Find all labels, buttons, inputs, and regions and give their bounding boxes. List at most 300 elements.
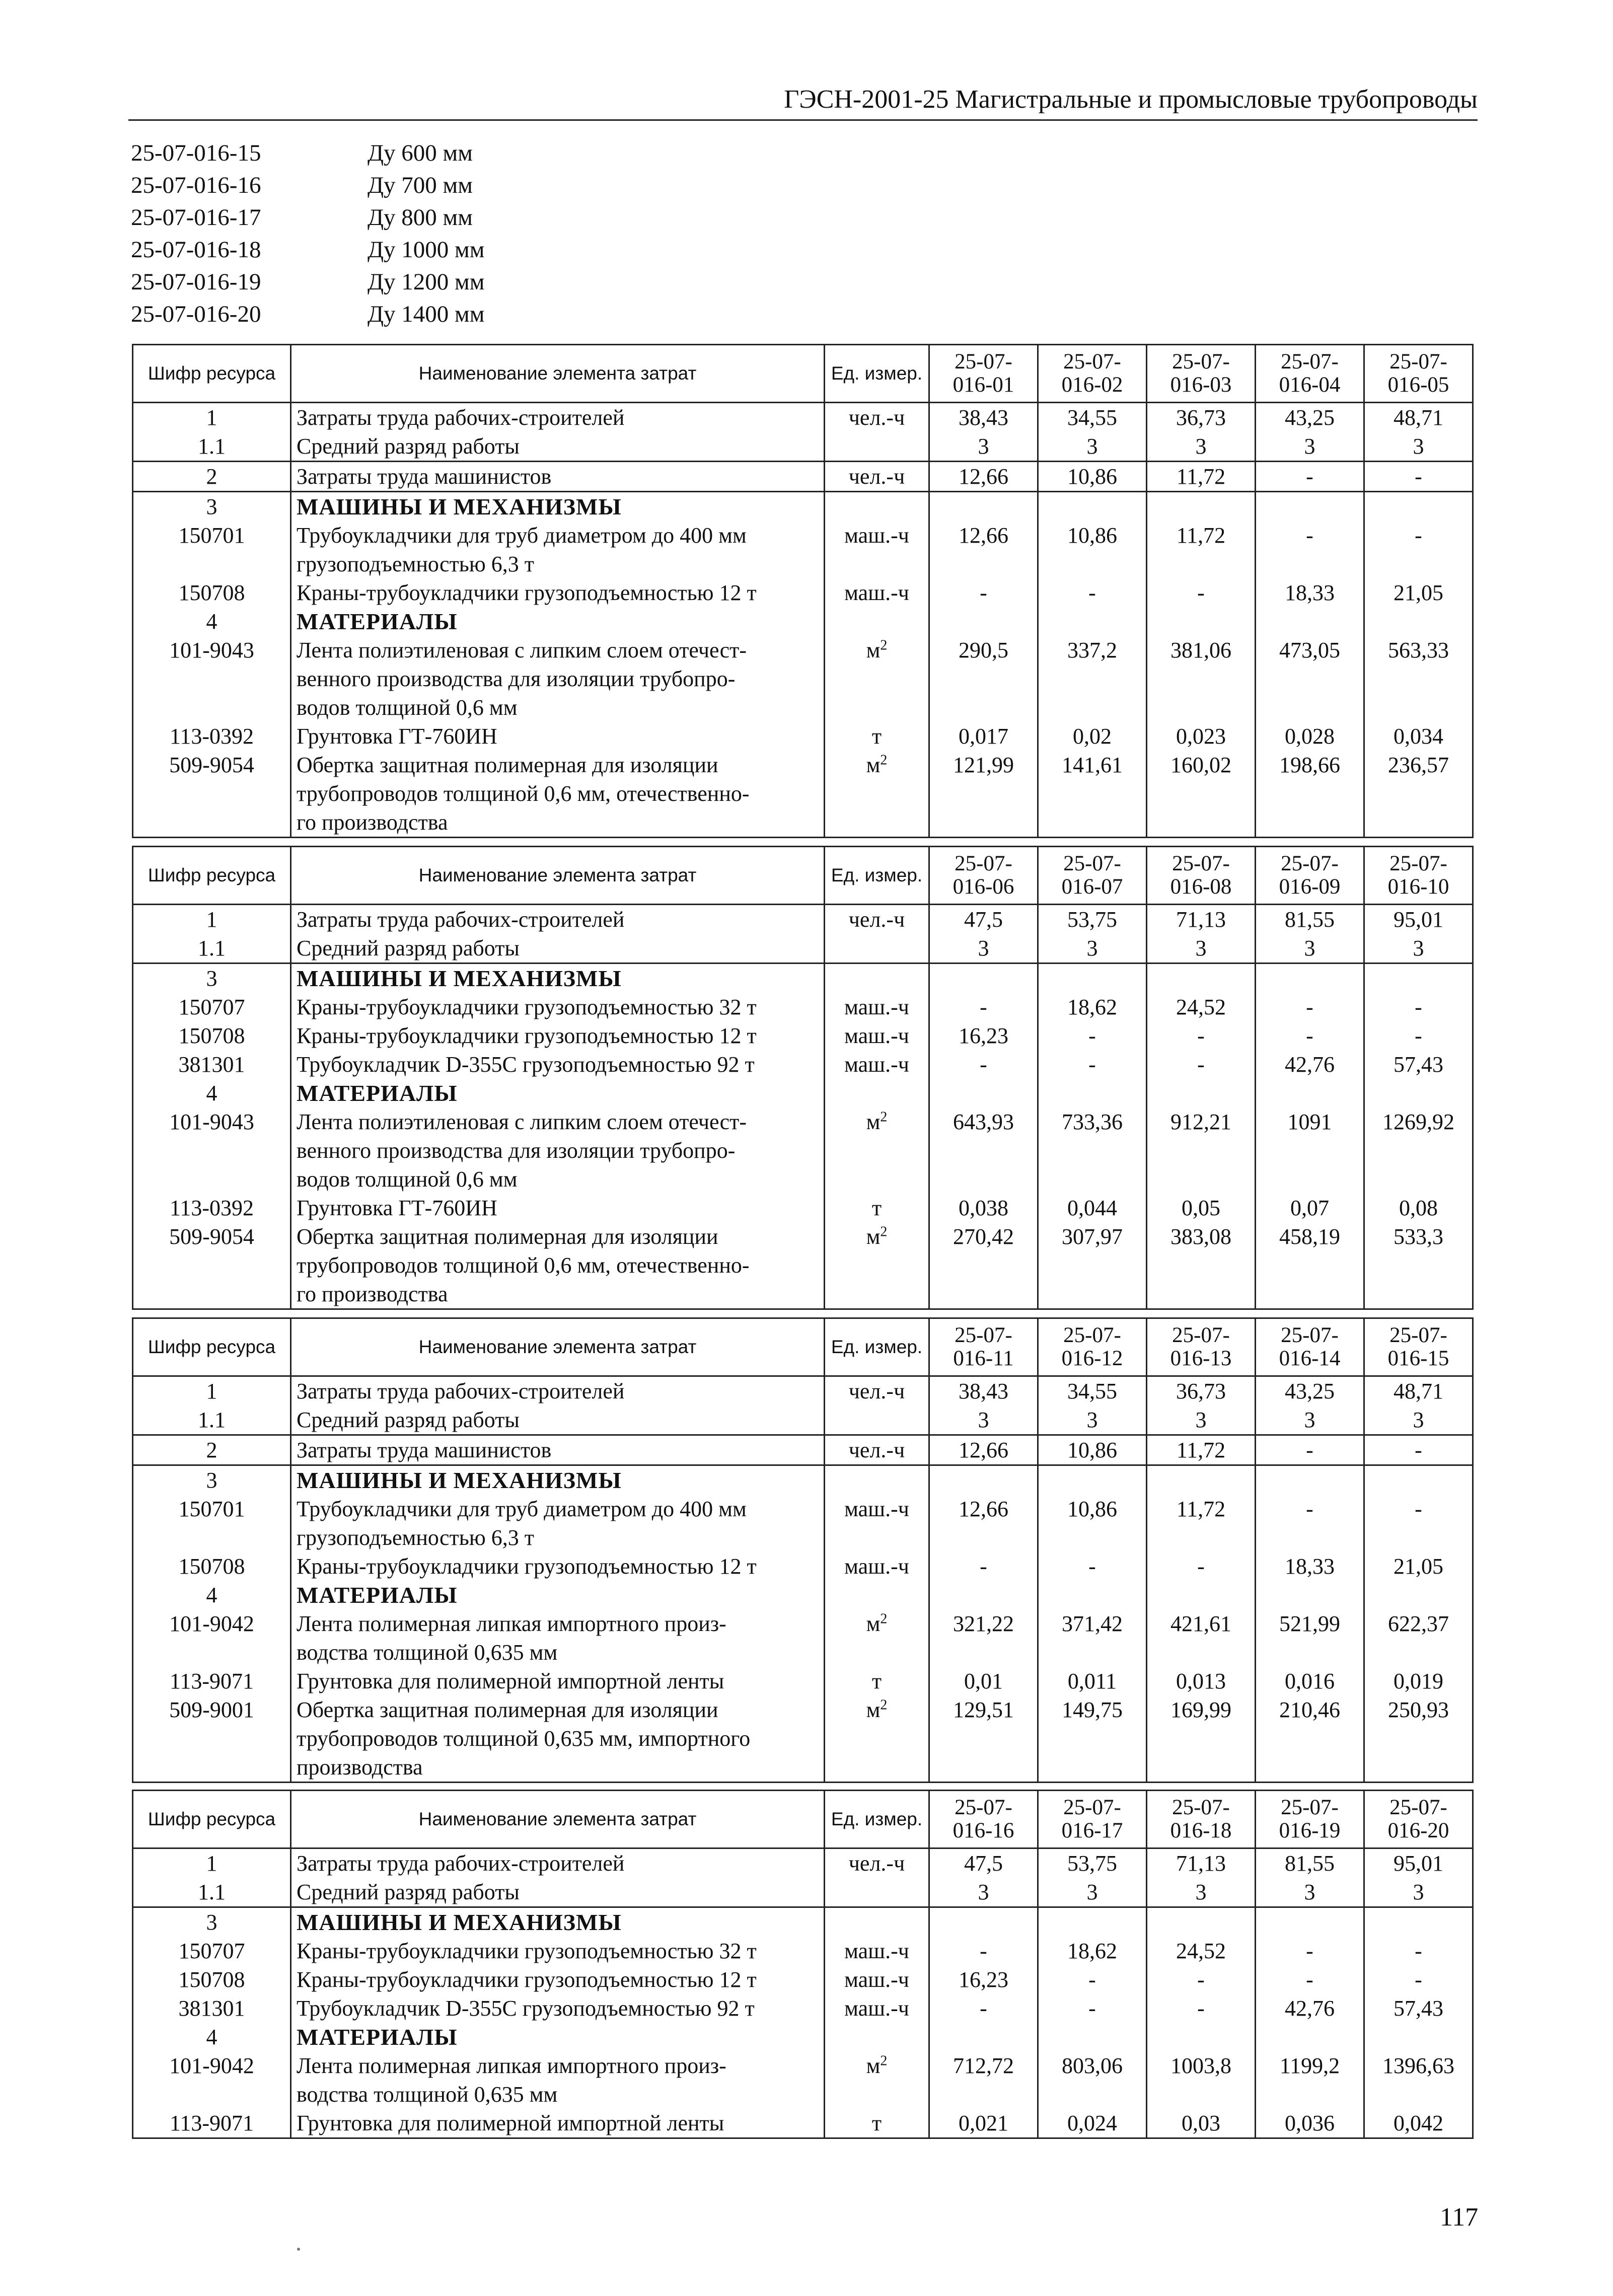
- value-cell: 3: [1147, 934, 1256, 964]
- value-cell: 149,75: [1038, 1695, 1147, 1783]
- resource-code: 150708: [133, 578, 291, 607]
- value-cell: 3: [1364, 934, 1473, 964]
- value-cell: 95,01: [1364, 905, 1473, 934]
- value-cell: 3: [929, 1878, 1038, 1907]
- value-cell: -: [1364, 1435, 1473, 1465]
- value-cell: 3: [1364, 1878, 1473, 1907]
- value-cell: 3: [1038, 1878, 1147, 1907]
- unit-cell: маш.-ч: [825, 993, 929, 1021]
- header-rate-code: 25-07- 016-18: [1147, 1791, 1256, 1848]
- resource-code: 150707: [133, 993, 291, 1021]
- value-cell: -: [1364, 1965, 1473, 1994]
- value-cell: -: [1256, 1435, 1364, 1465]
- value-cell: 0,028: [1256, 722, 1364, 751]
- resource-code: 150708: [133, 1965, 291, 1994]
- table-row: [133, 934, 1473, 964]
- resource-code: 101-9043: [133, 636, 291, 722]
- unit-cell: чел.-ч: [825, 462, 929, 492]
- value-cell: 3: [1256, 934, 1364, 964]
- value-cell: 169,99: [1147, 1695, 1256, 1783]
- table-row: [133, 1050, 1473, 1079]
- value-cell: 1199,2: [1256, 2051, 1364, 2109]
- code-list: [131, 137, 485, 330]
- value-cell: 533,3: [1364, 1222, 1473, 1309]
- header-rate-code: 25-07- 016-16: [929, 1791, 1038, 1848]
- cost-table-4: [132, 1790, 1474, 2139]
- value-cell: [1147, 1079, 1256, 1107]
- resource-code: 3: [133, 1907, 291, 1937]
- value-cell: 0,034: [1364, 722, 1473, 751]
- value-cell: 10,86: [1038, 1495, 1147, 1552]
- value-cell: 121,99: [929, 751, 1038, 838]
- table-header-row: [133, 1791, 1473, 1848]
- value-cell: 160,02: [1147, 751, 1256, 838]
- value-cell: 43,25: [1256, 403, 1364, 432]
- header-rate-code: 25-07- 016-08: [1147, 847, 1256, 905]
- unit-cell: [825, 607, 929, 636]
- resource-code: 113-9071: [133, 2109, 291, 2138]
- resource-code: 101-9043: [133, 1107, 291, 1194]
- header-rate-code: 25-07- 016-03: [1147, 345, 1256, 403]
- table-row: [133, 432, 1473, 462]
- value-cell: 10,86: [1038, 462, 1147, 492]
- value-cell: [1256, 964, 1364, 993]
- value-cell: [1256, 1581, 1364, 1609]
- code-list-item: [131, 298, 485, 330]
- header-rate-code: 25-07- 016-19: [1256, 1791, 1364, 1848]
- cost-element-name: Затраты труда рабочих-строителей: [291, 1848, 825, 1878]
- value-cell: 3: [1038, 1405, 1147, 1435]
- value-cell: [1364, 1079, 1473, 1107]
- unit-cell: [825, 934, 929, 964]
- value-cell: 16,23: [929, 1965, 1038, 1994]
- table-row: [133, 1937, 1473, 1965]
- resource-code: 1: [133, 1848, 291, 1878]
- code-list-item: [131, 234, 485, 266]
- unit-cell: маш.-ч: [825, 1994, 929, 2023]
- value-cell: [929, 1581, 1038, 1609]
- value-cell: 307,97: [1038, 1222, 1147, 1309]
- item-code: 25-07-016-17: [131, 204, 261, 231]
- table-row: [133, 578, 1473, 607]
- cost-element-name: Обертка защитная полимерная для изоляции трубопроводов толщиной 0,6 мм, отечественно- го производства: [291, 1222, 825, 1309]
- cost-element-name: МАШИНЫ И МЕХАНИЗМЫ: [291, 492, 825, 522]
- value-cell: 0,038: [929, 1194, 1038, 1222]
- cost-element-name: МАТЕРИАЛЫ: [291, 607, 825, 636]
- running-header: [128, 82, 1478, 121]
- table-row: [133, 1965, 1473, 1994]
- value-cell: [1256, 2023, 1364, 2051]
- item-code: 25-07-016-20: [131, 301, 261, 327]
- value-cell: 1003,8: [1147, 2051, 1256, 2109]
- unit-cell: $м^2$: [825, 1609, 929, 1667]
- cost-element-name: МАШИНЫ И МЕХАНИЗМЫ: [291, 1465, 825, 1495]
- value-cell: -: [1147, 1552, 1256, 1581]
- value-cell: [1256, 1907, 1364, 1937]
- cost-element-name: Лента полимерная липкая импортного произ- водства толщиной 0,635 мм: [291, 1609, 825, 1667]
- item-code: 25-07-016-19: [131, 269, 261, 295]
- value-cell: 0,02: [1038, 722, 1147, 751]
- cost-element-name: Затраты труда рабочих-строителей: [291, 1376, 825, 1406]
- value-cell: 421,61: [1147, 1609, 1256, 1667]
- unit-cell: [825, 1405, 929, 1435]
- header-unit: Ед. измер.: [825, 345, 929, 403]
- value-cell: -: [1038, 1050, 1147, 1079]
- table-row: [133, 462, 1473, 492]
- value-cell: -: [1364, 521, 1473, 578]
- cost-element-name: Средний разряд работы: [291, 1878, 825, 1907]
- header-rate-code: 25-07- 016-14: [1256, 1318, 1364, 1376]
- value-cell: [1256, 1079, 1364, 1107]
- value-cell: 371,42: [1038, 1609, 1147, 1667]
- value-cell: 11,72: [1147, 1495, 1256, 1552]
- value-cell: 47,5: [929, 1848, 1038, 1878]
- unit-cell: маш.-ч: [825, 1552, 929, 1581]
- unit-cell: т: [825, 1667, 929, 1695]
- value-cell: 3: [1038, 934, 1147, 964]
- table-row: [133, 1222, 1473, 1309]
- table-row: [133, 1107, 1473, 1194]
- value-cell: 18,33: [1256, 1552, 1364, 1581]
- value-cell: [1038, 964, 1147, 993]
- header-unit: Ед. измер.: [825, 847, 929, 905]
- table-row: [133, 1021, 1473, 1050]
- value-cell: [1364, 1465, 1473, 1495]
- unit-cell: $м^2$: [825, 636, 929, 722]
- table-row: [133, 1495, 1473, 1552]
- value-cell: -: [1256, 462, 1364, 492]
- value-cell: 16,23: [929, 1021, 1038, 1050]
- unit-cell: [825, 1079, 929, 1107]
- value-cell: [1364, 492, 1473, 522]
- cost-element-name: Средний разряд работы: [291, 432, 825, 462]
- cost-element-name: МАТЕРИАЛЫ: [291, 1581, 825, 1609]
- item-diameter: Ду 1200 мм: [368, 269, 485, 295]
- value-cell: 53,75: [1038, 905, 1147, 934]
- value-cell: [1256, 607, 1364, 636]
- unit-cell: $м^2$: [825, 1695, 929, 1783]
- table-row: [133, 1848, 1473, 1878]
- unit-cell: [825, 1581, 929, 1609]
- item-diameter: Ду 800 мм: [368, 204, 473, 231]
- unit-cell: маш.-ч: [825, 521, 929, 578]
- cost-table-3: [132, 1317, 1474, 1783]
- header-rate-code: 25-07- 016-07: [1038, 847, 1147, 905]
- value-cell: 21,05: [1364, 578, 1473, 607]
- value-cell: [1147, 607, 1256, 636]
- value-cell: [929, 1079, 1038, 1107]
- table-row: [133, 1435, 1473, 1465]
- resource-code: 3: [133, 1465, 291, 1495]
- value-cell: -: [1147, 1994, 1256, 2023]
- value-cell: [929, 964, 1038, 993]
- value-cell: -: [1038, 1994, 1147, 2023]
- value-cell: -: [929, 578, 1038, 607]
- value-cell: 0,011: [1038, 1667, 1147, 1695]
- item-code: 25-07-016-18: [131, 237, 261, 263]
- value-cell: 10,86: [1038, 521, 1147, 578]
- header-code: Шифр ресурса: [133, 345, 291, 403]
- value-cell: 290,5: [929, 636, 1038, 722]
- cost-element-name: Грунтовка для полимерной импортной ленты: [291, 1667, 825, 1695]
- value-cell: [1147, 1465, 1256, 1495]
- table-row: [133, 1667, 1473, 1695]
- page-number: 117: [1440, 2203, 1479, 2232]
- cost-element-name: Затраты труда рабочих-строителей: [291, 403, 825, 432]
- value-cell: 48,71: [1364, 1376, 1473, 1406]
- value-cell: -: [1364, 1937, 1473, 1965]
- table-header-row: [133, 1318, 1473, 1376]
- table-row: [133, 403, 1473, 432]
- resource-code: 2: [133, 1435, 291, 1465]
- cost-element-name: Лента полиэтиленовая с липким слоем отечест- венного производства для изоляции трубопро- водов толщиной 0,6 мм: [291, 1107, 825, 1194]
- value-cell: 3: [1147, 432, 1256, 462]
- value-cell: [929, 1465, 1038, 1495]
- value-cell: 53,75: [1038, 1848, 1147, 1878]
- value-cell: -: [1364, 462, 1473, 492]
- table-row: [133, 1465, 1473, 1495]
- value-cell: 141,61: [1038, 751, 1147, 838]
- cost-element-name: Средний разряд работы: [291, 1405, 825, 1435]
- resource-code: 509-9054: [133, 751, 291, 838]
- cost-table-2: [132, 846, 1474, 1310]
- value-cell: 0,03: [1147, 2109, 1256, 2138]
- value-cell: [929, 492, 1038, 522]
- value-cell: -: [929, 1994, 1038, 2023]
- value-cell: 321,22: [929, 1609, 1038, 1667]
- value-cell: -: [1364, 993, 1473, 1021]
- resource-code: 1.1: [133, 934, 291, 964]
- value-cell: 42,76: [1256, 1994, 1364, 2023]
- item-code: 25-07-016-15: [131, 140, 261, 166]
- resource-code: 150701: [133, 521, 291, 578]
- header-rate-code: 25-07- 016-10: [1364, 847, 1473, 905]
- value-cell: 381,06: [1147, 636, 1256, 722]
- table-row: [133, 905, 1473, 934]
- value-cell: -: [1256, 1937, 1364, 1965]
- code-list-item: [131, 266, 485, 298]
- unit-cell: $м^2$: [825, 1107, 929, 1194]
- resource-code: 150708: [133, 1552, 291, 1581]
- header-code: Шифр ресурса: [133, 1318, 291, 1376]
- header-rate-code: 25-07- 016-11: [929, 1318, 1038, 1376]
- value-cell: 18,33: [1256, 578, 1364, 607]
- resource-code: 1.1: [133, 432, 291, 462]
- cost-element-name: Краны-трубоукладчики грузоподъемностью 32 т: [291, 1937, 825, 1965]
- cost-element-name: Трубоукладчики для труб диаметром до 400 мм грузоподъемностью 6,3 т: [291, 1495, 825, 1552]
- value-cell: 0,021: [929, 2109, 1038, 2138]
- header-unit: Ед. измер.: [825, 1318, 929, 1376]
- table-row: [133, 1994, 1473, 2023]
- unit-cell: чел.-ч: [825, 905, 929, 934]
- resource-code: 1.1: [133, 1405, 291, 1435]
- cost-element-name: Грунтовка ГТ-760ИН: [291, 722, 825, 751]
- table-row: [133, 1405, 1473, 1435]
- value-cell: 473,05: [1256, 636, 1364, 722]
- value-cell: 733,36: [1038, 1107, 1147, 1194]
- value-cell: -: [929, 1050, 1038, 1079]
- value-cell: 912,21: [1147, 1107, 1256, 1194]
- cost-element-name: Лента полиэтиленовая с липким слоем отечест- венного производства для изоляции трубопро- водов толщиной 0,6 мм: [291, 636, 825, 722]
- cost-element-name: Затраты труда машинистов: [291, 462, 825, 492]
- value-cell: -: [1038, 1021, 1147, 1050]
- value-cell: [1364, 1581, 1473, 1609]
- value-cell: 250,93: [1364, 1695, 1473, 1783]
- value-cell: 0,017: [929, 722, 1038, 751]
- header-name: Наименование элемента затрат: [291, 1791, 825, 1848]
- value-cell: 198,66: [1256, 751, 1364, 838]
- value-cell: 11,72: [1147, 462, 1256, 492]
- value-cell: 0,036: [1256, 2109, 1364, 2138]
- value-cell: 11,72: [1147, 521, 1256, 578]
- value-cell: 36,73: [1147, 403, 1256, 432]
- value-cell: 3: [929, 432, 1038, 462]
- value-cell: 12,66: [929, 1435, 1038, 1465]
- value-cell: 1269,92: [1364, 1107, 1473, 1194]
- value-cell: 81,55: [1256, 1848, 1364, 1878]
- resource-code: 150707: [133, 1937, 291, 1965]
- unit-cell: чел.-ч: [825, 1376, 929, 1406]
- resource-code: 381301: [133, 1994, 291, 2023]
- unit-cell: $м^2$: [825, 2051, 929, 2109]
- value-cell: 11,72: [1147, 1435, 1256, 1465]
- header-rate-code: 25-07- 016-04: [1256, 345, 1364, 403]
- value-cell: [1147, 1907, 1256, 1937]
- table-row: [133, 1581, 1473, 1609]
- unit-cell: [825, 964, 929, 993]
- value-cell: [1364, 2023, 1473, 2051]
- value-cell: [929, 2023, 1038, 2051]
- value-cell: 21,05: [1364, 1552, 1473, 1581]
- unit-cell: маш.-ч: [825, 1937, 929, 1965]
- cost-element-name: Средний разряд работы: [291, 934, 825, 964]
- header-rate-code: 25-07- 016-01: [929, 345, 1038, 403]
- resource-code: 101-9042: [133, 1609, 291, 1667]
- unit-cell: [825, 1907, 929, 1937]
- cost-element-name: Трубоукладчик D-355C грузоподъемностью 92 т: [291, 1994, 825, 2023]
- value-cell: 24,52: [1147, 993, 1256, 1021]
- header-rate-code: 25-07- 016-09: [1256, 847, 1364, 905]
- table-row: [133, 1194, 1473, 1222]
- unit-cell: чел.-ч: [825, 403, 929, 432]
- cost-element-name: Трубоукладчик D-355C грузоподъемностью 92 т: [291, 1050, 825, 1079]
- value-cell: 0,01: [929, 1667, 1038, 1695]
- value-cell: 1396,63: [1364, 2051, 1473, 2109]
- cost-table-1: [132, 344, 1474, 838]
- value-cell: 34,55: [1038, 403, 1147, 432]
- unit-cell: [825, 492, 929, 522]
- value-cell: 81,55: [1256, 905, 1364, 934]
- value-cell: 0,042: [1364, 2109, 1473, 2138]
- resource-code: 2: [133, 462, 291, 492]
- value-cell: 3: [1147, 1405, 1256, 1435]
- value-cell: -: [1038, 1965, 1147, 1994]
- table-header-row: [133, 345, 1473, 403]
- table-row: [133, 2051, 1473, 2109]
- value-cell: 57,43: [1364, 1994, 1473, 2023]
- value-cell: 24,52: [1147, 1937, 1256, 1965]
- header-name: Наименование элемента затрат: [291, 847, 825, 905]
- header-title: ГЭСН-2001-25 Магистральные и промысловые трубопроводы: [784, 85, 1478, 114]
- value-cell: -: [1147, 1050, 1256, 1079]
- table-row: [133, 521, 1473, 578]
- value-cell: 458,19: [1256, 1222, 1364, 1309]
- cost-element-name: МАШИНЫ И МЕХАНИЗМЫ: [291, 964, 825, 993]
- value-cell: [1038, 1907, 1147, 1937]
- value-cell: 643,93: [929, 1107, 1038, 1194]
- table-row: [133, 751, 1473, 838]
- value-cell: -: [1147, 1021, 1256, 1050]
- value-cell: 0,08: [1364, 1194, 1473, 1222]
- value-cell: 563,33: [1364, 636, 1473, 722]
- value-cell: 38,43: [929, 403, 1038, 432]
- value-cell: 71,13: [1147, 905, 1256, 934]
- cost-element-name: Лента полимерная липкая импортного произ- водства толщиной 0,635 мм: [291, 2051, 825, 2109]
- unit-cell: [825, 1465, 929, 1495]
- value-cell: 210,46: [1256, 1695, 1364, 1783]
- value-cell: 57,43: [1364, 1050, 1473, 1079]
- value-cell: -: [1364, 1495, 1473, 1552]
- resource-code: 1.1: [133, 1878, 291, 1907]
- resource-code: 3: [133, 492, 291, 522]
- value-cell: [1038, 2023, 1147, 2051]
- header-unit: Ед. измер.: [825, 1791, 929, 1848]
- cost-element-name: Краны-трубоукладчики грузоподъемностью 12 т: [291, 1021, 825, 1050]
- header-rate-code: 25-07- 016-20: [1364, 1791, 1473, 1848]
- resource-code: 4: [133, 607, 291, 636]
- unit-cell: $м^2$: [825, 1222, 929, 1309]
- table-row: [133, 636, 1473, 722]
- resource-code: 4: [133, 2023, 291, 2051]
- code-list-item: [131, 137, 485, 169]
- value-cell: 43,25: [1256, 1376, 1364, 1406]
- table-row: [133, 492, 1473, 522]
- unit-cell: маш.-ч: [825, 1965, 929, 1994]
- header-rate-code: 25-07- 016-06: [929, 847, 1038, 905]
- resource-code: 1: [133, 905, 291, 934]
- value-cell: 521,99: [1256, 1609, 1364, 1667]
- value-cell: [1038, 607, 1147, 636]
- value-cell: 3: [1256, 1878, 1364, 1907]
- value-cell: 42,76: [1256, 1050, 1364, 1079]
- value-cell: 71,13: [1147, 1848, 1256, 1878]
- unit-cell: чел.-ч: [825, 1848, 929, 1878]
- table-header-row: [133, 847, 1473, 905]
- value-cell: [1256, 1465, 1364, 1495]
- value-cell: 18,62: [1038, 1937, 1147, 1965]
- unit-cell: $м^2$: [825, 751, 929, 838]
- value-cell: 0,05: [1147, 1194, 1256, 1222]
- value-cell: 622,37: [1364, 1609, 1473, 1667]
- value-cell: -: [1364, 1021, 1473, 1050]
- value-cell: -: [1256, 1965, 1364, 1994]
- cost-element-name: Краны-трубоукладчики грузоподъемностью 12 т: [291, 1552, 825, 1581]
- resource-code: 113-0392: [133, 722, 291, 751]
- unit-cell: [825, 1878, 929, 1907]
- header-rate-code: 25-07- 016-13: [1147, 1318, 1256, 1376]
- cost-element-name: Затраты труда рабочих-строителей: [291, 905, 825, 934]
- value-cell: 0,024: [1038, 2109, 1147, 2138]
- cost-element-name: Обертка защитная полимерная для изоляции трубопроводов толщиной 0,635 мм, импортного производства: [291, 1695, 825, 1783]
- value-cell: 1091: [1256, 1107, 1364, 1194]
- cost-element-name: Грунтовка для полимерной импортной ленты: [291, 2109, 825, 2138]
- resource-code: 381301: [133, 1050, 291, 1079]
- resource-code: 113-0392: [133, 1194, 291, 1222]
- cost-element-name: Затраты труда машинистов: [291, 1435, 825, 1465]
- value-cell: 0,07: [1256, 1194, 1364, 1222]
- header-rate-code: 25-07- 016-05: [1364, 345, 1473, 403]
- value-cell: 0,023: [1147, 722, 1256, 751]
